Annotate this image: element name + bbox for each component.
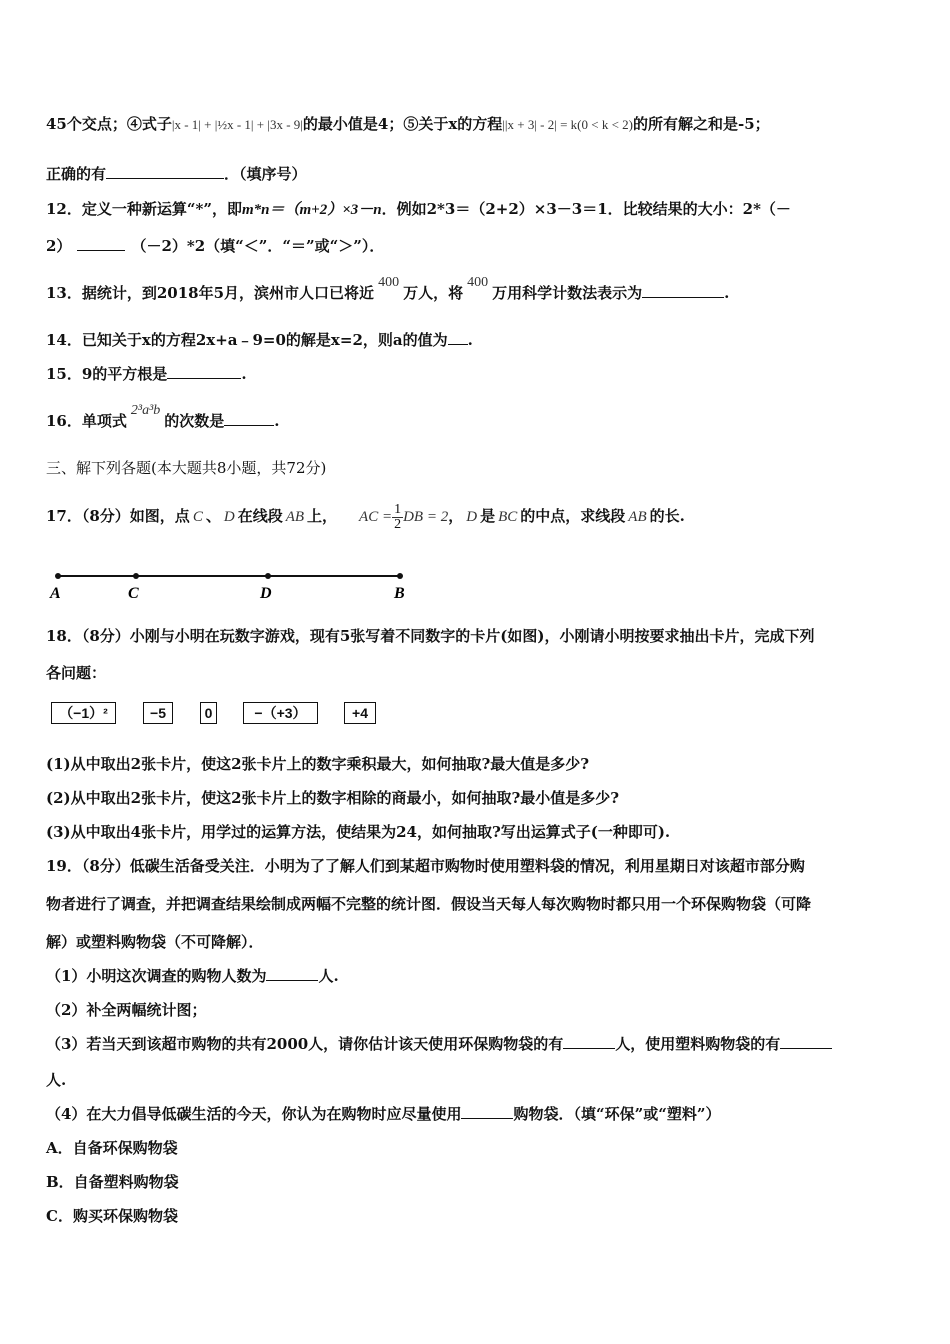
- segment-bc: BC: [498, 509, 518, 525]
- number: 400: [378, 275, 400, 290]
- point-b-dot: [397, 573, 403, 579]
- answer-blank[interactable]: [780, 1034, 832, 1049]
- segment-ab: AB: [628, 509, 647, 525]
- text: .: [724, 284, 730, 302]
- text: 购物袋．（填“环保”或“塑料”）: [513, 1105, 721, 1123]
- text: 正确的有: [46, 165, 107, 183]
- text: 的所有解之和是-5；: [633, 115, 770, 133]
- label-b: B: [394, 585, 405, 602]
- q19-part4: [46, 1104, 720, 1124]
- q12-line1: [46, 199, 791, 220]
- q19-part3: [46, 1034, 832, 1054]
- card-plus4: +4: [344, 702, 376, 724]
- q18-part2: (2)从中取出2张卡片，使这2张卡片上的数字相除的商最小，如何抽取?最小值是多少?: [46, 789, 620, 807]
- equation-left: AC =: [359, 509, 393, 525]
- line-q11-cont: [46, 114, 770, 135]
- answer-blank[interactable]: [167, 364, 241, 379]
- text: ，: [448, 507, 464, 525]
- line-correct: [46, 164, 307, 184]
- text: 13．据统计，到2018年5月，滨州市人口已将近: [46, 284, 375, 302]
- answer-blank[interactable]: [461, 1104, 513, 1119]
- label-d: D: [260, 585, 272, 602]
- abs-equation: ||x + 3| - 2| = k(0 < k < 2): [502, 117, 634, 132]
- answer-blank[interactable]: [106, 164, 224, 179]
- option-c[interactable]: C．购买环保购物袋: [46, 1207, 178, 1225]
- q18-part1: (1)从中取出2张卡片，使这2张卡片上的数字乘积最大，如何抽取?最大值是多少?: [46, 755, 590, 773]
- text: 的最小值是4；⑤关于x的方程: [302, 115, 503, 133]
- point-d: D: [466, 509, 478, 525]
- answer-blank[interactable]: [563, 1034, 615, 1049]
- text: 人.: [318, 967, 339, 985]
- text: （4）在大力倡导低碳生活的今天，你认为在购物时应尽量使用: [46, 1105, 462, 1123]
- text: 2）: [46, 237, 72, 255]
- point-a-dot: [55, 573, 61, 579]
- q14: [46, 330, 473, 350]
- point-d: D: [223, 509, 235, 525]
- equation-right: DB = 2: [403, 509, 449, 525]
- q12-line2: [46, 236, 384, 256]
- card-neg1-squared: （−1）²: [51, 702, 116, 724]
- point-c-dot: [133, 573, 139, 579]
- segment-figure: [40, 562, 420, 607]
- text: 12．定义一种新运算“*”，即: [46, 200, 242, 218]
- q19-line1: 19．（8分）低碳生活备受关注．小明为了了解人们到某超市购物时使用塑料袋的情况，利用星期日对该超市部分购: [46, 857, 805, 875]
- text: （1）小明这次调查的购物人数为: [46, 967, 267, 985]
- q18-line1: 18．（8分）小刚与小明在玩数字游戏，现有5张写着不同数字的卡片(如图)，小刚请小明按要求抽出卡片，完成下列: [46, 627, 815, 645]
- q18-part3: (3)从中取出4张卡片，用学过的运算方法，使结果为24，如何抽取?写出运算式子(一种即可).: [46, 823, 671, 841]
- point-c: C: [192, 509, 203, 525]
- text: ．（填序号）: [224, 165, 307, 183]
- text: 的次数是: [164, 412, 225, 430]
- monomial: 2³a³b: [130, 403, 161, 418]
- text: 是: [480, 507, 496, 525]
- text: 、: [205, 507, 221, 525]
- answer-blank[interactable]: [448, 330, 468, 345]
- text: ．例如2*3＝（2+2）×3－3＝1．比较结果的大小：2*（－: [381, 200, 791, 218]
- text: 16．单项式: [46, 412, 127, 430]
- denominator: 2: [394, 516, 402, 532]
- text: 上，: [307, 507, 338, 525]
- q19-line3: 解）或塑料购物袋（不可降解）．: [46, 933, 264, 951]
- operation: m*n＝（m+2）×3－n: [241, 202, 382, 218]
- card-neg5: −5: [143, 702, 173, 724]
- q19-part3-cont: 人.: [46, 1071, 67, 1089]
- answer-blank[interactable]: [266, 966, 318, 981]
- text: 万人，将: [403, 284, 464, 302]
- answer-blank[interactable]: [642, 283, 724, 298]
- segment-ab: AB: [285, 509, 305, 525]
- text: 在线段: [237, 507, 283, 525]
- label-c: C: [128, 585, 139, 602]
- text: .: [467, 331, 473, 349]
- text: （3）若当天到该超市购物的共有2000人，请你估计该天使用环保购物袋的有: [46, 1035, 564, 1053]
- text: （－2）*2（填“＜”．“＝”或“＞”）．: [131, 237, 385, 255]
- text: .: [274, 412, 280, 430]
- q19-part1: [46, 966, 339, 986]
- fraction-half: [392, 503, 403, 532]
- number: 400: [467, 275, 489, 290]
- text: 17．（8分）如图，点: [46, 507, 190, 525]
- q19-line2: 物者进行了调查，并把调查结果绘制成两幅不完整的统计图．假设当天每人每次购物时都只用一个环保购物袋（可降: [46, 895, 812, 913]
- card-neg-plus3: −（+3）: [243, 702, 318, 724]
- text: 15．9的平方根是: [46, 365, 168, 383]
- text: 的中点，求线段: [520, 507, 626, 525]
- text: 的长.: [649, 507, 685, 525]
- text: 14．已知关于x的方程2x+a﹣9=0的解是x=2，则a的值为: [46, 331, 448, 349]
- card-zero: 0: [200, 702, 217, 724]
- option-b[interactable]: B．自备塑料购物袋: [46, 1173, 179, 1191]
- q19-part2: （2）补全两幅统计图；: [46, 1001, 207, 1019]
- text: .: [241, 365, 247, 383]
- q18-line2: 各问题：: [46, 664, 107, 682]
- q16: [46, 403, 280, 433]
- section-heading: 三、解下列各题(本大题共8小题，共72分): [46, 459, 327, 477]
- abs-expression: |x - 1| + |½x - 1| + |3x - 9|: [171, 117, 303, 132]
- q15: [46, 364, 247, 384]
- text: 万用科学计数法表示为: [492, 284, 643, 302]
- label-a: A: [50, 585, 61, 602]
- option-a[interactable]: A．自备环保购物袋: [46, 1139, 178, 1157]
- q17: [46, 496, 685, 536]
- numerator: 1: [394, 501, 402, 517]
- q13: [46, 275, 730, 305]
- answer-blank[interactable]: [224, 411, 274, 426]
- text: 人，使用塑料购物袋的有: [615, 1035, 781, 1053]
- point-d-dot: [265, 573, 271, 579]
- answer-blank[interactable]: [77, 236, 125, 251]
- text: 45个交点；④式子: [46, 115, 172, 133]
